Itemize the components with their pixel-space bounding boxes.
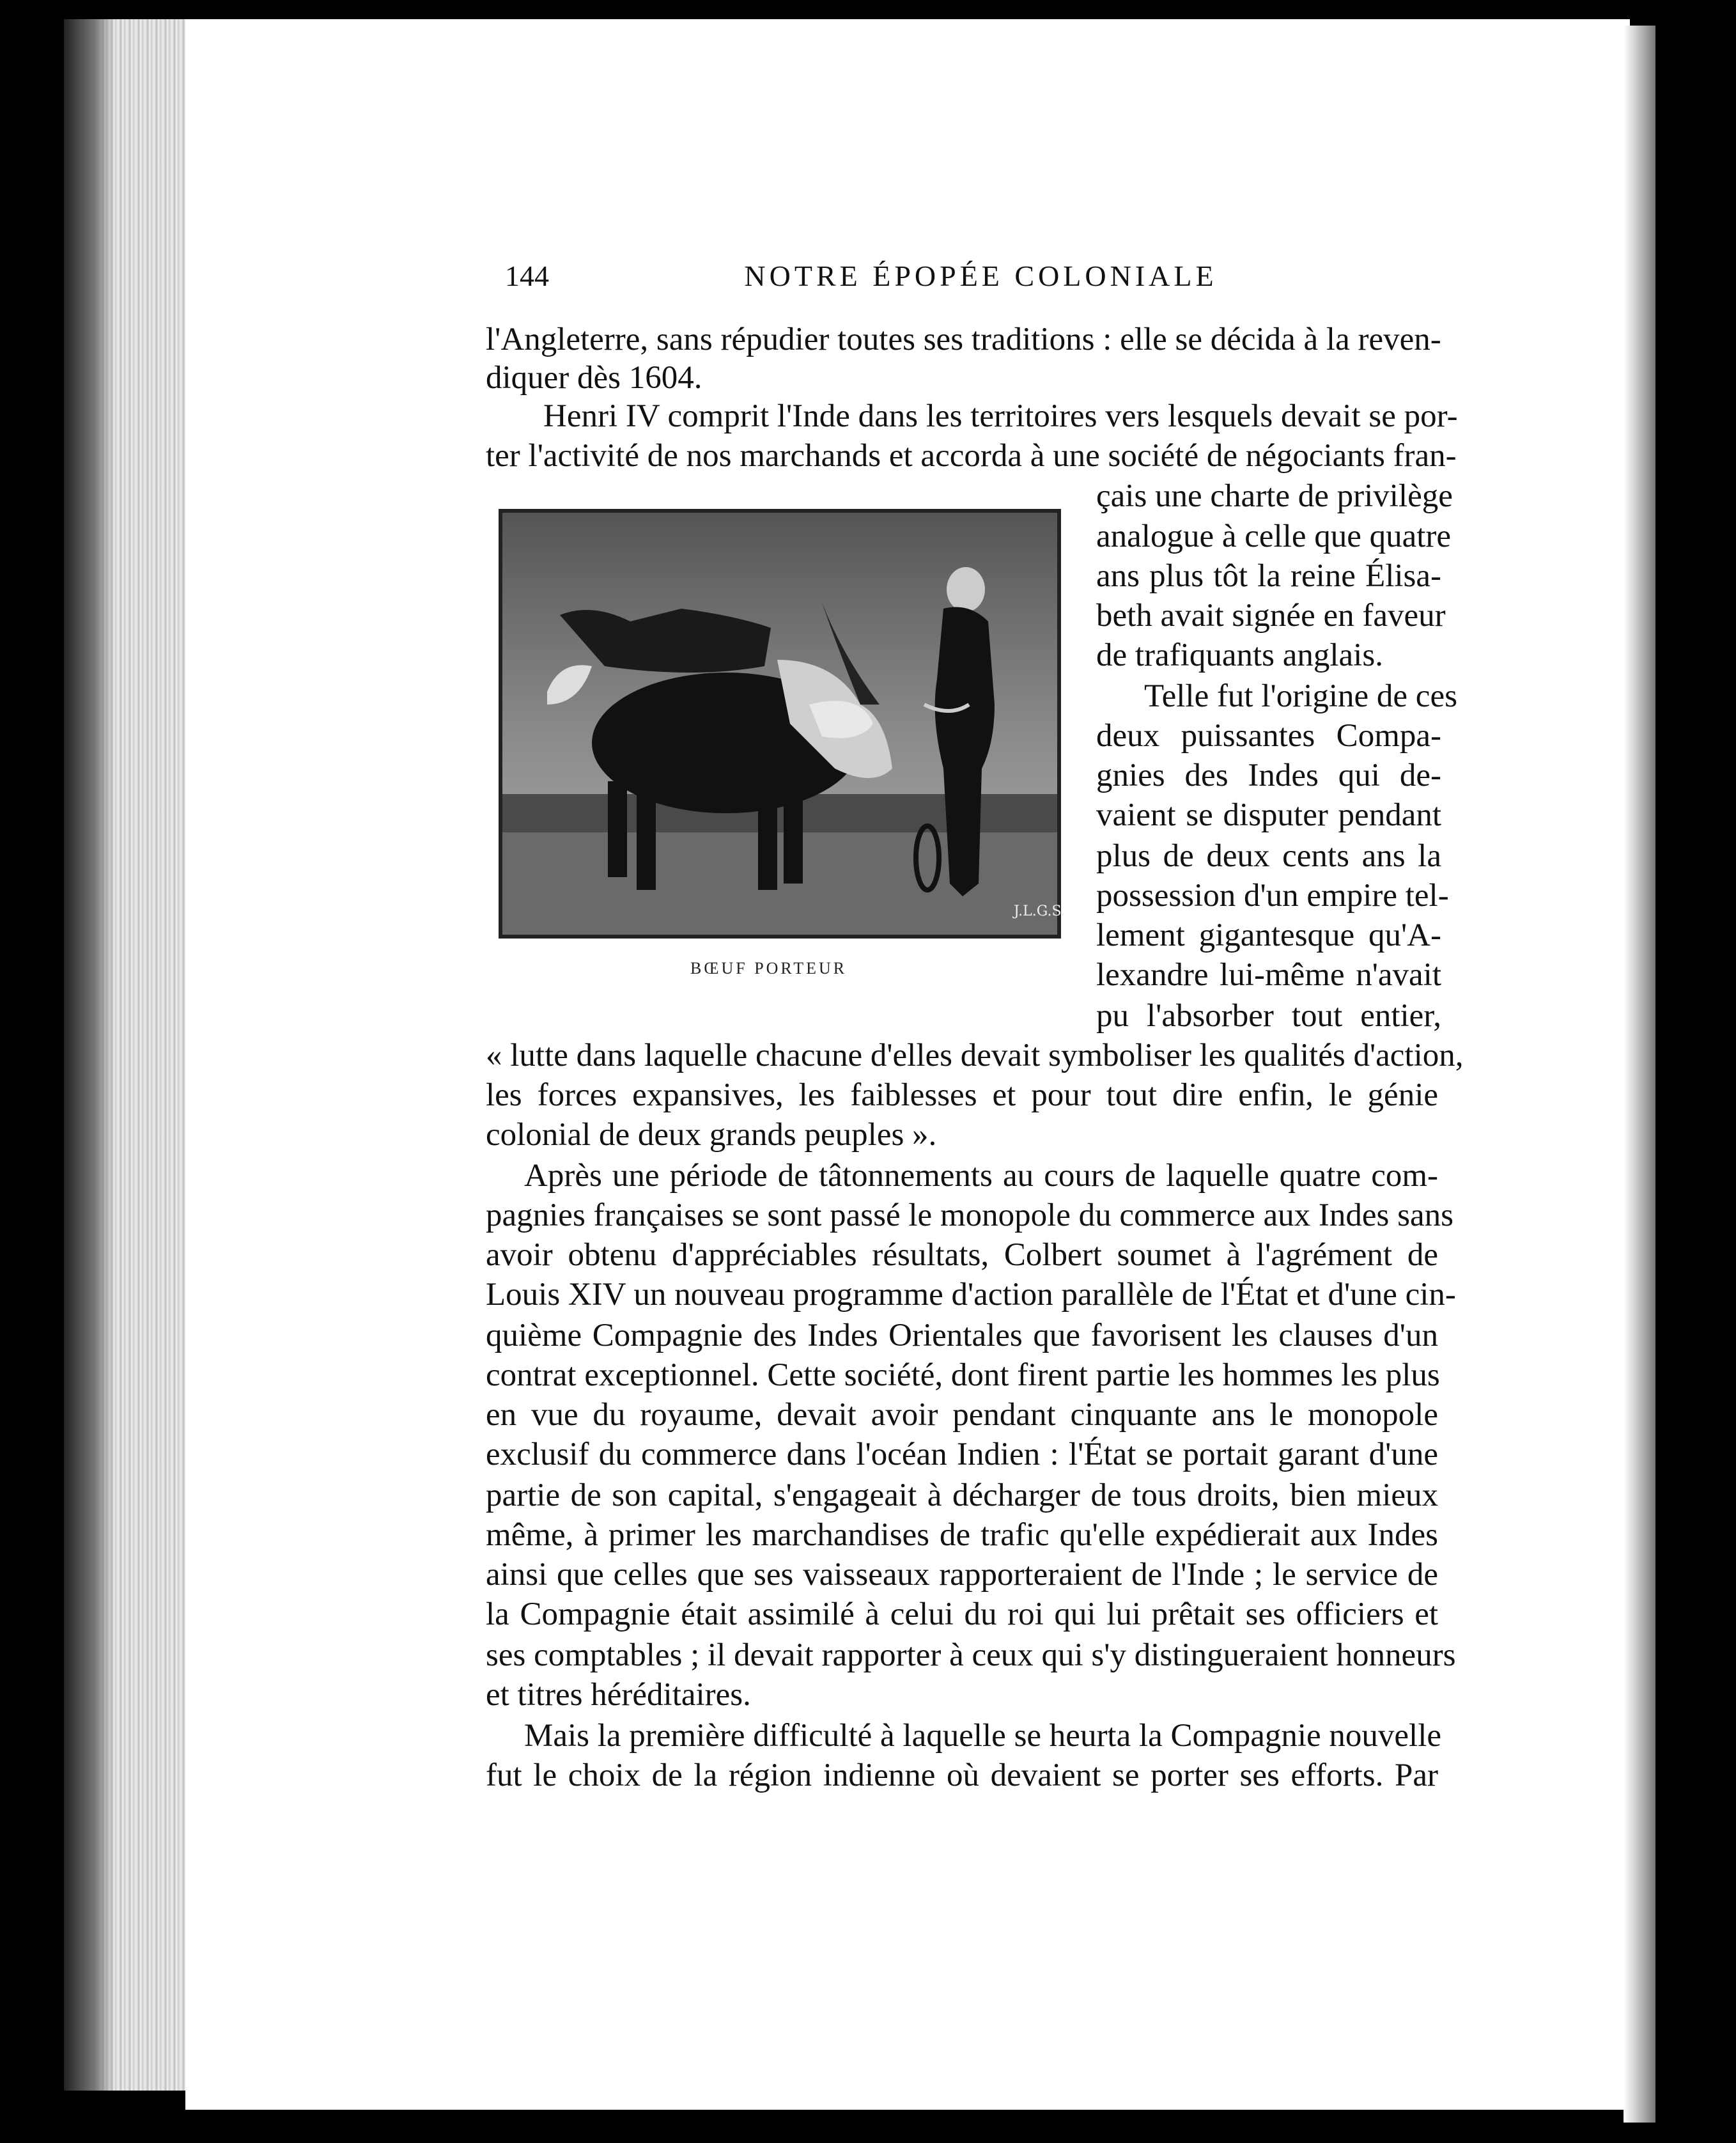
text-line: Louis XIV un nouveau programme d'action parallèle de l'État et d'une cin-	[486, 1277, 1456, 1313]
text-line: analogue à celle que quatre	[1096, 518, 1452, 554]
text-line: possession d'un empire tel-	[1096, 878, 1449, 914]
text-line: ter l'activité de nos marchands et accorda à une société de négociants fran-	[486, 438, 1457, 474]
text-line: çais une charte de privilège	[1096, 478, 1453, 514]
text-line: deux puissantes Compa-	[1096, 718, 1441, 754]
page-right-edge	[1624, 26, 1655, 2123]
text-line: ans plus tôt la reine Élisa-	[1096, 558, 1441, 594]
text-line: lexandre lui-même n'avait	[1096, 957, 1441, 993]
text-line: quième Compagnie des Indes Orientales que favorisent les clauses d'un	[486, 1318, 1438, 1353]
text-line: pu l'absorber tout entier,	[1096, 998, 1441, 1034]
text-line: en vue du royaume, devait avoir pendant cinquante ans le monopole	[486, 1397, 1438, 1433]
text-line: ainsi que celles que ses vaisseaux rapporteraient de l'Inde ; le service de	[486, 1557, 1438, 1593]
text-line: pagnies françaises se sont passé le monopole du commerce aux Indes sans	[486, 1197, 1453, 1233]
photo-signature: J.L.G.S.	[1014, 903, 1066, 919]
text-line: plus de deux cents ans la	[1096, 838, 1441, 874]
text-line: contrat exceptionnel. Cette société, dont firent partie les hommes les plus	[486, 1357, 1440, 1393]
text-line: « lutte dans laquelle chacune d'elles devait symboliser les qualités d'action,	[486, 1038, 1464, 1073]
text-line: Henri IV comprit l'Inde dans les territoires vers lesquels devait se por-	[543, 398, 1458, 434]
text-line: l'Angleterre, sans répudier toutes ses traditions : elle se décida à la reven-	[486, 322, 1441, 357]
text-line: exclusif du commerce dans l'océan Indien : l'État se portait garant d'une	[486, 1437, 1438, 1472]
text-line: beth avait signée en faveur	[1096, 598, 1446, 634]
text-line: Telle fut l'origine de ces	[1144, 678, 1457, 714]
text-line: partie de son capital, s'engageait à décharger de tous droits, bien mieux	[486, 1477, 1438, 1513]
running-title: NOTRE ÉPOPÉE COLONIALE	[744, 260, 1218, 292]
binding-shadow	[64, 19, 115, 2091]
text-line: avoir obtenu d'appréciables résultats, Colbert soumet à l'agrément de	[486, 1237, 1438, 1273]
page-number: 144	[505, 260, 549, 292]
text-line: colonial de deux grands peuples ».	[486, 1117, 937, 1153]
text-line: et titres héréditaires.	[486, 1677, 751, 1713]
page-header	[505, 259, 1451, 293]
text-line: ses comptables ; il devait rapporter à ceux qui s'y distingueraient honneurs	[486, 1637, 1456, 1673]
figure-caption: BŒUF PORTEUR	[690, 959, 848, 978]
text-line: Après une période de tâtonnements au cours de laquelle quatre com-	[524, 1158, 1438, 1194]
text-line: gnies des Indes qui de-	[1096, 758, 1441, 793]
text-line: Mais la première difficulté à laquelle se heurta la Compagnie nouvelle	[524, 1718, 1442, 1754]
text-line: diquer dès 1604.	[486, 360, 702, 396]
text-line: même, à primer les marchandises de trafic qu'elle expédierait aux Indes	[486, 1517, 1438, 1553]
ox-photograph	[499, 509, 1066, 939]
text-line: lement gigantesque qu'A-	[1096, 917, 1441, 953]
ox-photo-image	[502, 513, 1066, 935]
text-line: vaient se disputer pendant	[1096, 797, 1441, 833]
text-line: les forces expansives, les faiblesses et pour tout dire enfin, le génie	[486, 1077, 1438, 1113]
text-line: la Compagnie était assimilé à celui du roi qui lui prêtait ses officiers et	[486, 1596, 1438, 1632]
text-line: de trafiquants anglais.	[1096, 637, 1383, 673]
text-line: fut le choix de la région indienne où devaient se porter ses efforts. Par	[486, 1757, 1438, 1793]
